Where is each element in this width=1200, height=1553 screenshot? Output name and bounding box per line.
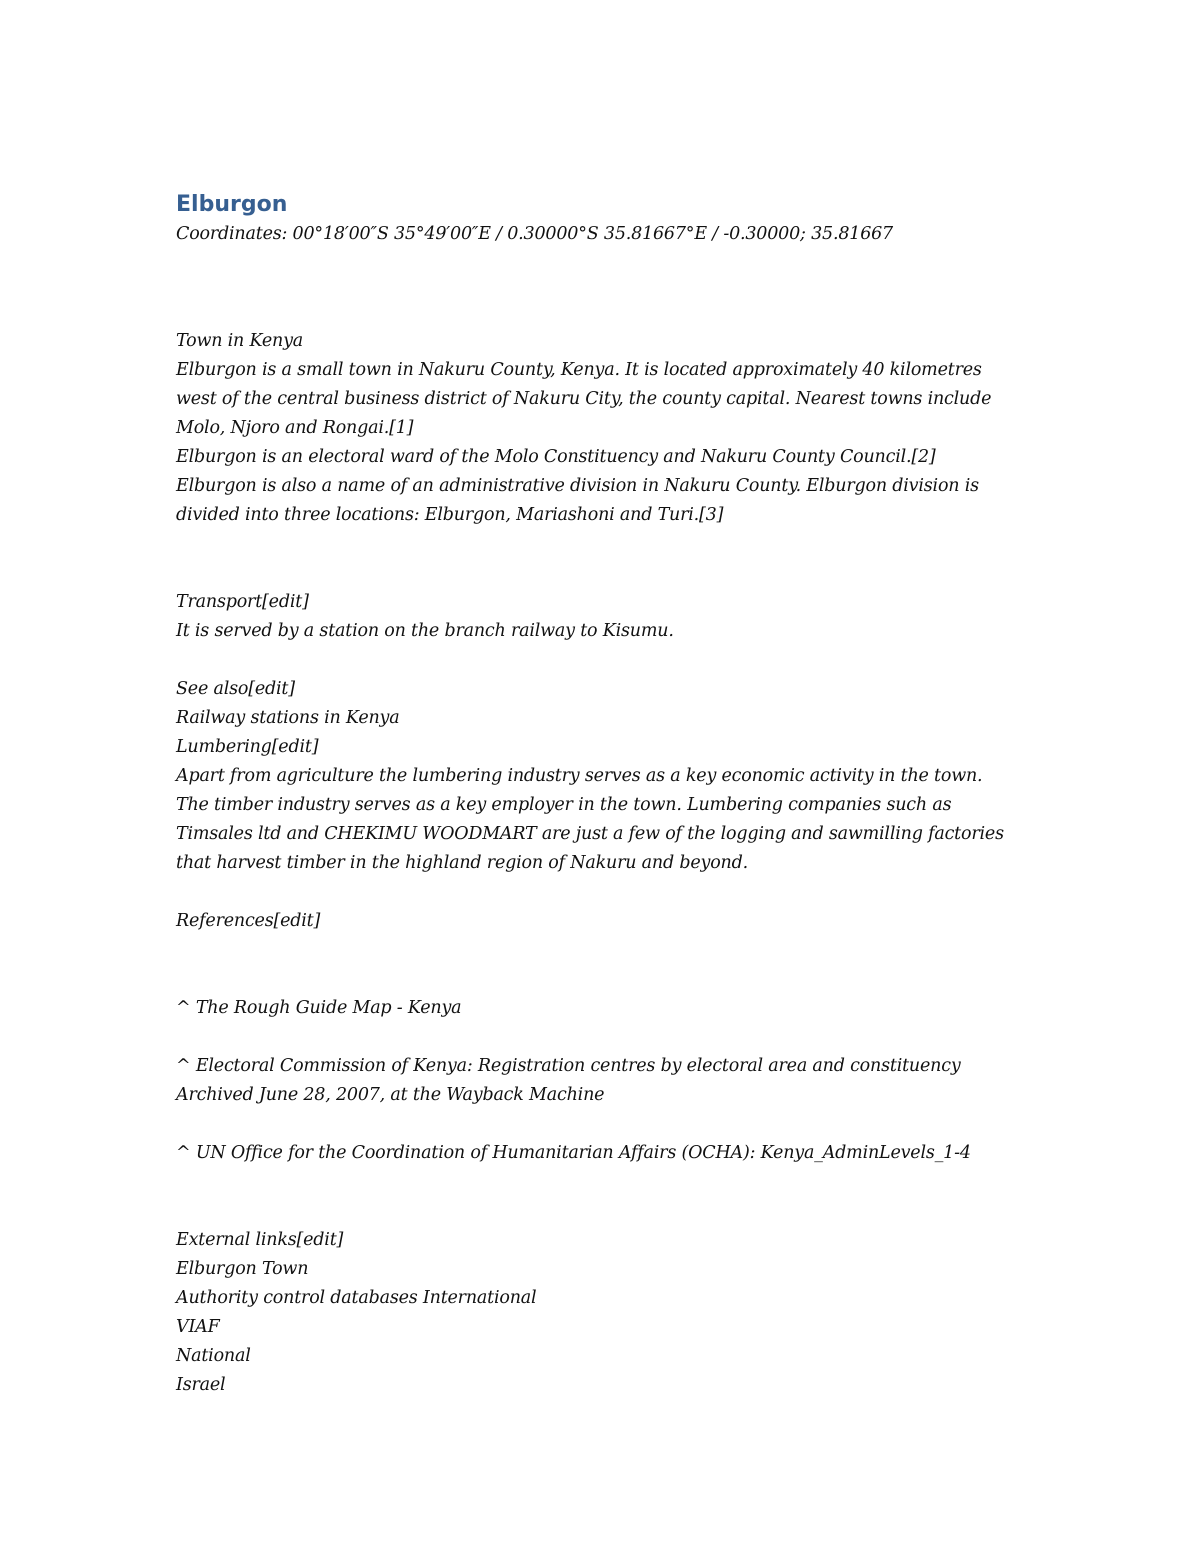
- page-title: Elburgon: [176, 192, 288, 217]
- intro-p3-line-2: divided into three locations: Elburgon, Mariashoni and Turi.[3]: [176, 505, 724, 525]
- article-body: [176, 190, 1036, 1400]
- lumbering-line-4: that harvest timber in the highland region of Nakuru and beyond.: [176, 853, 748, 873]
- lumbering-line-3: Timsales ltd and CHEKIMU WOODMART are just a few of the logging and sawmilling factories: [176, 824, 1004, 844]
- intro-p1-line-2: west of the central business district of Nakuru City, the county capital. Nearest towns include: [176, 389, 992, 409]
- see-also-item[interactable]: Railway stations in Kenya: [176, 708, 400, 728]
- external-link-israel[interactable]: Israel: [176, 1375, 226, 1395]
- external-link-elburgon-town[interactable]: Elburgon Town: [176, 1259, 309, 1279]
- spacer: [176, 530, 1036, 588]
- spacer: [176, 936, 1036, 994]
- reference-1[interactable]: ^ The Rough Guide Map - Kenya: [176, 998, 462, 1018]
- spacer: [176, 1168, 1036, 1226]
- intro-p2: Elburgon is an electoral ward of the Molo Constituency and Nakuru County Council.[2]: [176, 447, 936, 467]
- lumbering-line-1: Apart from agriculture the lumbering industry serves as a key economic activity in the town.: [176, 766, 983, 786]
- intro-p3-line-1: Elburgon is also a name of an administrative division in Nakuru County. Elburgon division is: [176, 476, 979, 496]
- reference-3[interactable]: ^ UN Office for the Coordination of Humanitarian Affairs (OCHA): Kenya_AdminLevels_1-4: [176, 1143, 971, 1163]
- lumbering-heading[interactable]: Lumbering[edit]: [176, 737, 319, 757]
- external-links-heading[interactable]: External links[edit]: [176, 1230, 344, 1250]
- reference-2-line-1[interactable]: ^ Electoral Commission of Kenya: Registration centres by electoral area and constituency: [176, 1056, 961, 1076]
- spacer: [176, 646, 1036, 675]
- references-heading[interactable]: References[edit]: [176, 911, 321, 931]
- lumbering-line-2: The timber industry serves as a key employer in the town. Lumbering companies such as: [176, 795, 952, 815]
- intro-lead: Town in Kenya: [176, 331, 304, 351]
- intro-p1-line-1: Elburgon is a small town in Nakuru County, Kenya. It is located approximately 40 kilometres: [176, 360, 982, 380]
- see-also-heading[interactable]: See also[edit]: [176, 679, 295, 699]
- transport-text: It is served by a station on the branch railway to Kisumu.: [176, 621, 674, 641]
- external-link-viaf[interactable]: VIAF: [176, 1317, 220, 1337]
- intro-p1-line-3: Molo, Njoro and Rongai.[1]: [176, 418, 414, 438]
- spacer: [176, 878, 1036, 907]
- spacer: [176, 1110, 1036, 1139]
- coordinates-line: Coordinates: 00°18′00″S 35°49′00″E / 0.30000°S 35.81667°E / -0.30000; 35.81667: [176, 224, 893, 244]
- reference-2-line-2[interactable]: Archived June 28, 2007, at the Wayback Machine: [176, 1085, 605, 1105]
- external-link-authority-control[interactable]: Authority control databases International: [176, 1288, 537, 1308]
- spacer: [176, 1023, 1036, 1052]
- spacer: [176, 249, 1036, 327]
- external-link-national[interactable]: National: [176, 1346, 251, 1366]
- transport-heading[interactable]: Transport[edit]: [176, 592, 309, 612]
